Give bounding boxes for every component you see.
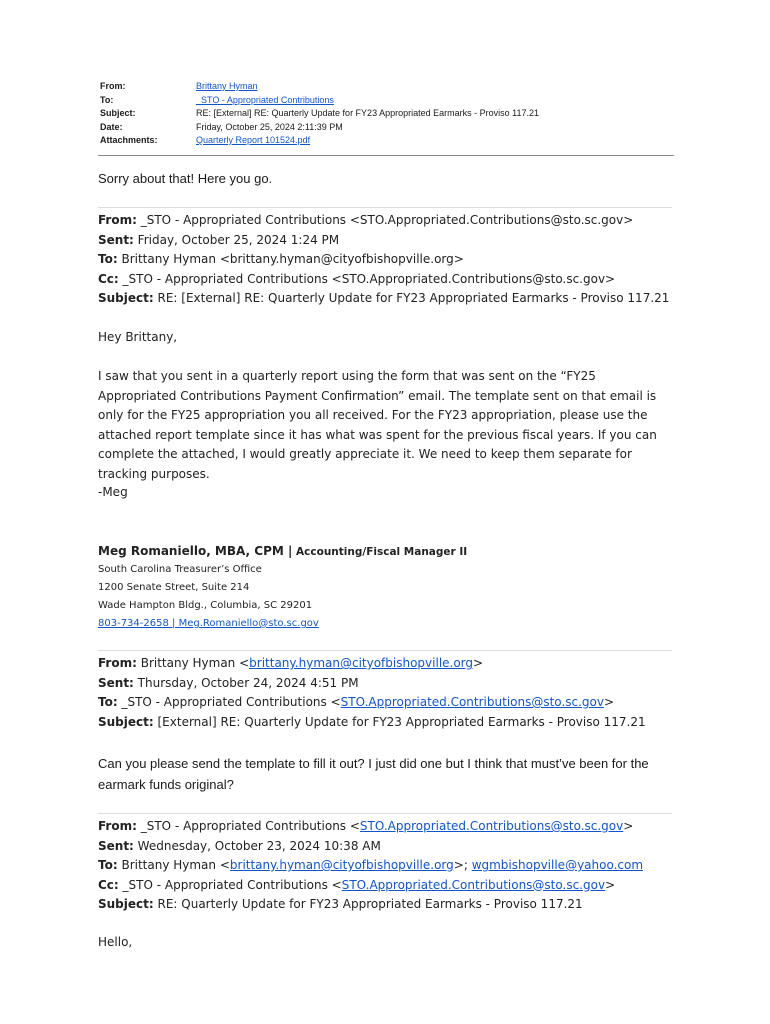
message-2-header (98, 654, 678, 732)
date-label: Date: (100, 121, 123, 132)
msg3-to-email-link[interactable]: brittany.hyman@cityofbishopville.org (229, 858, 454, 872)
msg1-subject-value: RE: [External] RE: Quarterly Update for FY23 Appropriated Earmarks - Proviso 117.21 (153, 291, 670, 305)
message-3-header (98, 817, 678, 915)
header-to-row (100, 94, 674, 108)
msg2-to-row (98, 693, 678, 713)
msg1-subject-row (98, 289, 678, 309)
message-1-header (98, 211, 678, 309)
signature-city: Wade Hampton Bldg., Columbia, SC 29201 (98, 600, 313, 611)
message-divider (98, 813, 672, 814)
msg1-cc-label: Cc: (98, 271, 119, 286)
reply-text: Sorry about that! Here you go. (98, 171, 273, 186)
signature-name: Meg Romaniello, MBA, CPM | (98, 544, 293, 558)
msg3-to-email2-link[interactable]: wgmbishopville@yahoo.com (471, 858, 644, 872)
signature-block (98, 541, 467, 633)
msg1-sent-row (98, 231, 678, 251)
msg3-from-prefix: _STO - Appropriated Contributions < (136, 819, 360, 833)
signature-contact-link[interactable]: 803-734-2658 | Meg.Romaniello@sto.sc.gov (98, 618, 319, 629)
msg3-cc-email-link[interactable]: STO.Appropriated.Contributions@sto.sc.gov (341, 877, 606, 892)
msg3-sent-value: Wednesday, October 23, 2024 10:38 AM (133, 838, 381, 853)
msg1-from-label: From: (98, 213, 137, 227)
from-link[interactable]: Brittany Hyman (196, 81, 258, 91)
msg1-from-value: _STO - Appropriated Contributions <STO.Appropriated.Contributions@sto.sc.gov> (136, 213, 634, 227)
msg1-closing: -Meg (98, 485, 128, 499)
subject-label: Subject: (100, 108, 136, 118)
msg2-to-email-link[interactable]: STO.Appropriated.Contributions@sto.sc.gov (340, 695, 604, 709)
header-from-row (100, 80, 674, 94)
msg2-body: Can you please send the template to fill it out? I just did one but I think that must’ve been for the earmark funds original? (98, 756, 649, 792)
msg2-to-label: To: (98, 695, 118, 709)
msg1-sent-value: Friday, October 25, 2024 1:24 PM (133, 232, 340, 247)
msg3-cc-row (98, 876, 678, 896)
msg3-greeting: Hello, (98, 935, 133, 949)
msg2-from-suffix: > (473, 656, 484, 670)
to-link[interactable]: _STO - Appropriated Contributions (196, 94, 334, 105)
msg3-from-suffix: > (623, 819, 634, 833)
msg1-cc-value: _STO - Appropriated Contributions <STO.Appropriated.Contributions@sto.sc.gov> (118, 271, 616, 286)
signature-street: 1200 Senate Street, Suite 214 (98, 582, 250, 593)
header-divider (98, 155, 674, 156)
msg2-from-label: From: (98, 656, 137, 670)
msg2-from-email-link[interactable]: brittany.hyman@cityofbishopville.org (249, 656, 474, 670)
msg1-body: I saw that you sent in a quarterly report using the form that was sent on the “FY25 Appropriated Contributions Payment Confirmation” email. The template sent on that email is only for the FY25 appropriation you all received. For the FY23 appropriation, please use the attached report template since it has what was spent for the previous fiscal years. If you can complete the attached, I would greatly appreciate it. We need to keep them separate for tracking purposes. (98, 369, 657, 481)
msg1-to-label: To: (98, 252, 118, 266)
msg2-subject-value: [External] RE: Quarterly Update for FY23 Appropriated Earmarks - Proviso 117.21 (153, 714, 646, 729)
header-subject-row (100, 107, 674, 121)
msg2-to-prefix: _STO - Appropriated Contributions < (117, 695, 341, 709)
msg2-subject-label: Subject: (98, 714, 154, 729)
email-header (100, 80, 674, 148)
signature-title: Accounting/Fiscal Manager II (292, 546, 468, 558)
to-label: To: (100, 94, 114, 105)
msg3-cc-prefix: _STO - Appropriated Contributions < (118, 877, 342, 892)
msg2-from-prefix: Brittany Hyman < (136, 656, 250, 670)
msg3-subject-value: RE: Quarterly Update for FY23 Appropriated Earmarks - Proviso 117.21 (153, 897, 583, 911)
msg1-greeting: Hey Brittany, (98, 330, 178, 344)
date-value: Friday, October 25, 2024 2:11:39 PM (196, 121, 343, 132)
header-attachments-row (100, 134, 674, 148)
msg3-to-label: To: (98, 858, 118, 872)
msg3-cc-suffix: > (605, 877, 616, 892)
msg1-to-row (98, 250, 678, 270)
msg3-subject-row (98, 895, 678, 915)
msg1-from-row (98, 211, 678, 231)
signature-name-row (98, 541, 467, 561)
signature-office: South Carolina Treasurer’s Office (98, 564, 262, 575)
from-label: From: (100, 81, 126, 91)
msg3-to-prefix: Brittany Hyman < (117, 858, 230, 872)
msg1-cc-row (98, 270, 678, 290)
msg3-sent-label: Sent: (98, 838, 134, 853)
message-divider (98, 650, 672, 651)
attachments-label: Attachments: (100, 135, 158, 145)
header-date-row (100, 121, 674, 135)
subject-value: RE: [External] RE: Quarterly Update for FY23 Appropriated Earmarks - Proviso 117.21 (196, 108, 539, 118)
msg3-sent-row (98, 837, 678, 857)
msg3-cc-label: Cc: (98, 877, 119, 892)
msg2-sent-row (98, 674, 678, 694)
msg3-from-email-link[interactable]: STO.Appropriated.Contributions@sto.sc.gov (359, 819, 624, 833)
msg2-to-suffix: > (603, 695, 615, 709)
msg2-sent-label: Sent: (98, 675, 134, 690)
msg3-from-label: From: (98, 819, 137, 833)
msg1-sent-label: Sent: (98, 232, 134, 247)
msg2-from-row (98, 654, 678, 674)
attachment-link[interactable]: Quarterly Report 101524.pdf (196, 135, 311, 145)
msg1-subject-label: Subject: (98, 291, 154, 305)
msg3-to-row (98, 856, 678, 876)
message-divider (98, 207, 672, 208)
msg2-sent-value: Thursday, October 24, 2024 4:51 PM (133, 675, 359, 690)
msg3-from-row (98, 817, 678, 837)
msg1-to-value: Brittany Hyman <brittany.hyman@cityofbishopville.org> (117, 252, 464, 266)
msg2-subject-row (98, 713, 678, 733)
msg3-to-middle: >; (453, 858, 472, 872)
msg3-subject-label: Subject: (98, 897, 154, 911)
